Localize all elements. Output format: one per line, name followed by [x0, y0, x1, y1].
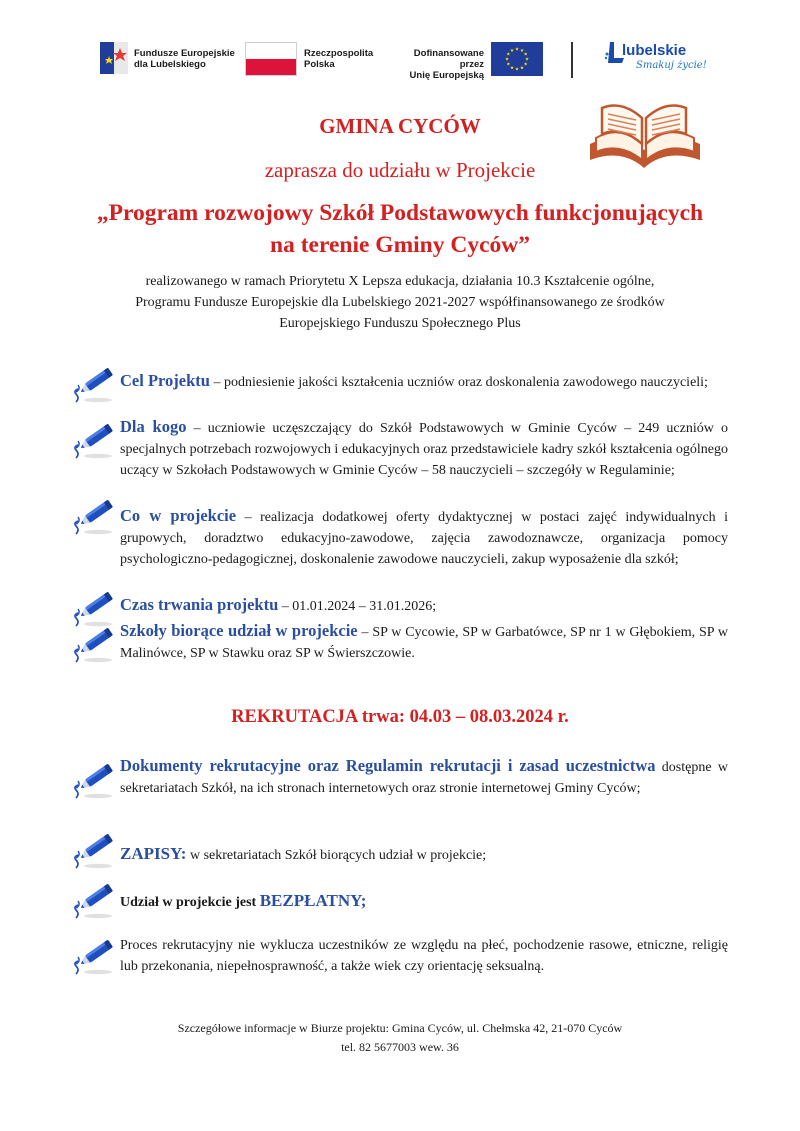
item-czas-trwania: [120, 594, 728, 617]
pen-icon: [72, 758, 118, 802]
udzial-text: Udział w projekcie jest: [120, 895, 260, 910]
program-title-line2: na terenie Gminy Cyców”: [270, 232, 530, 258]
zapisy-text: w sekretariatach Szkół biorących udział w projekcie;: [186, 848, 487, 863]
pen-icon: [72, 362, 118, 406]
rekrutacja-heading: REKRUTACJA trwa: 04.03 – 08.03.2024 r.: [231, 707, 569, 727]
logo-rzeczpospolita: [245, 40, 385, 80]
invite-text: zaprasza do udziału w Projekcie: [264, 158, 536, 182]
title-gmina: GMINA CYCÓW: [319, 114, 481, 138]
logo-divider: [571, 42, 573, 78]
co-w-projekcie-heading: Co w projekcie: [120, 506, 237, 525]
fe-logo-text: Fundusze Europejskie dla Lubelskiego: [134, 48, 235, 70]
item-proces: [120, 935, 728, 977]
funding-info-line1: realizowanego w ramach Priorytetu X Lepsza edukacja, działania 10.3 Kształcenie ogólne,: [145, 274, 655, 289]
dla-kogo-text: – uczniowie uczęszczający do Szkół Podstawowych w Gminie Cyców – 249 uczniów o specjalnych potrzebach rozwojowych i edukacyjnych oraz przedstawiciele kadry szkół kształcenia ogólnego uczący w Szkołach Podstawowych w Gminie Cyców – 58 nauczycieli – szczegóły w Regulaminie;: [120, 421, 728, 478]
dla-kogo-heading: Dla kogo: [120, 417, 187, 436]
co-w-projekcie-text: – realizacja dodatkowej oferty dydaktycznej w postaci zajęć indywidualnych i grupowych, doradztwo edukacyjno-zawodowe, zajęcia zawodoznawcze, organizacja pomocy psychologiczno-pedagogicznej, doskonalenie zawodowe nauczycieli, zakup wyposażenie dla szkół;: [120, 510, 728, 567]
fe-logo-icon: [98, 40, 130, 76]
funding-info: [60, 271, 740, 334]
czas-trwania-text: – 01.01.2024 – 31.01.2026;: [278, 599, 437, 614]
eu-flag-icon: [491, 42, 543, 76]
szkoly-heading: Szkoły biorące udział w projekcie: [120, 621, 358, 640]
item-dokumenty: [120, 755, 728, 799]
item-udzial: [120, 890, 728, 913]
dokumenty-heading: Dokumenty rekrutacyjne oraz Regulamin rekrutacji i zasad uczestnictwa: [120, 756, 656, 775]
pen-icon: [72, 494, 118, 538]
cel-text: – podniesienie jakości kształcenia uczniów oraz doskonalenia zawodowego nauczycieli;: [209, 375, 708, 390]
lubelskie-name: lubelskie: [622, 42, 687, 59]
bezplatny-label: BEZPŁATNY;: [259, 891, 367, 910]
cel-heading: Cel Projektu: [120, 371, 210, 390]
item-cel-projektu: [120, 370, 728, 393]
footer-line1: Szczegółowe informacje w Biurze projektu: Gmina Cyców, ul. Chełmska 42, 21-070 Cyców: [177, 1021, 623, 1035]
footer-line2: tel. 82 5677003 wew. 36: [341, 1040, 459, 1054]
logo-lubelskie: [600, 38, 710, 82]
ue-logo-text: Dofinansowane przez Unię Europejską: [409, 48, 484, 81]
proces-text: Proces rekrutacyjny nie wyklucza uczestników ze względu na płeć, pochodzenie rasowe, etniczne, religię lub przekonania, niepełnosprawność, a także wiek czy orientację seksualną.: [120, 938, 728, 974]
funding-info-line2: Programu Fundusze Europejskie dla Lubelskiego 2021-2027 współfinansowanego ze środków: [135, 295, 665, 310]
pen-icon: [72, 878, 118, 922]
dokumenty-text: dostępne w sekretariatach Szkół, na ich stronach internetowych oraz stronie internetowej Gminy Cyców;: [120, 760, 728, 796]
pen-icon: [72, 418, 118, 462]
szkoly-text: – SP w Cycowie, SP w Garbatówce, SP nr 1 w Głębokiem, SP w Malinówce, SP w Stawku oraz SP w Świerszczowie.: [120, 625, 728, 661]
polish-flag-icon: [245, 42, 297, 76]
pen-icon: [72, 622, 118, 666]
czas-trwania-heading: Czas trwania projektu: [120, 595, 279, 614]
lubelskie-tagline: Smakuj życie!: [636, 60, 707, 71]
logo-unia-europejska: [388, 40, 548, 80]
logo-fundusze-europejskie: [98, 40, 238, 80]
footer-contact: [0, 1019, 800, 1057]
program-title-line1: „Program rozwojowy Szkół Podstawowych funkcjonujących: [96, 200, 704, 226]
pen-icon: [72, 934, 118, 978]
item-szkoly: [120, 620, 728, 664]
pen-icon: [72, 828, 118, 872]
item-zapisy: [120, 843, 728, 866]
program-title: [0, 197, 800, 261]
rp-logo-text: Rzeczpospolita Polska: [304, 48, 374, 70]
zapisy-heading: ZAPISY:: [120, 844, 187, 863]
funding-info-line3: Europejskiego Funduszu Społecznego Plus: [279, 316, 521, 331]
item-dla-kogo: [120, 416, 728, 481]
item-co-w-projekcie: [120, 505, 728, 570]
